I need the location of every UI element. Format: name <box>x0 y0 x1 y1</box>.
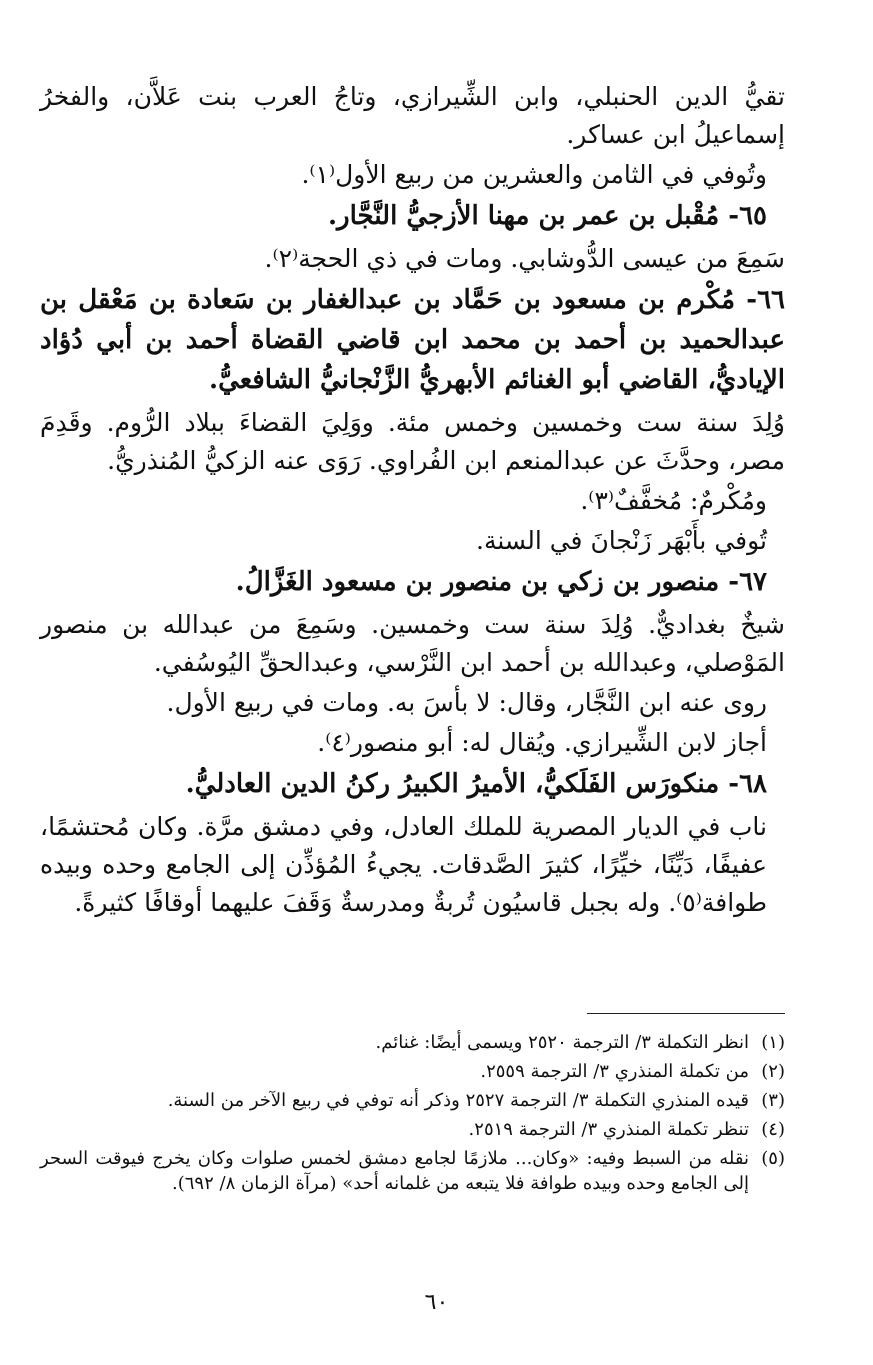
paragraph: تقيُّ الدين الحنبلي، وابن الشِّيرازي، وتاجُ العرب بنت عَلاَّن، والفخرُ إسماعيلُ ابن عساكر. <box>40 82 785 149</box>
footnote-text: تنظر تكملة المنذري ٣/ الترجمة ٢٥١٩. <box>468 1119 749 1140</box>
footnote <box>40 1030 785 1055</box>
paragraph: شيخٌ بغداديٌّ. وُلِدَ سنة ست وخمسين. وسَمِعَ من عبدالله بن منصور المَوْصلي، وعبدالله بن أحمد ابن النَّرْسي، وعبدالحقِّ اليُوسُفي. <box>40 610 785 677</box>
footnote <box>40 1088 785 1113</box>
footnote-number: (٢) <box>761 1061 785 1082</box>
page-number: ٦٠ <box>424 1290 449 1315</box>
paragraph: تُوفي بأَبْهَر زَنْجانَ في السنة. <box>476 526 767 555</box>
paragraph: سَمِعَ من عيسى الدُّوشابي. ومات في ذي الحجة⁽٢⁾. <box>264 244 785 273</box>
footnote <box>40 1146 785 1196</box>
entry-heading-66: ٦٦- مُكْرم بن مسعود بن حَمَّاد بن عبدالغفار بن سَعادة بن مَعْقل بن عبدالحميد بن أحمد بن محمد ابن قاضي القضاة أحمد بن أبي دُؤاد الإياديُّ، القاضي أبو الغنائم الأبهريُّ الزَّنْجانيُّ الشافعيُّ. <box>40 285 785 395</box>
footnote-number: (٤) <box>761 1119 785 1140</box>
main-text <box>40 78 785 924</box>
footnote <box>40 1117 785 1142</box>
entry-heading-67: ٦٧- منصور بن زكي بن منصور بن مسعود الغَزَّالُ. <box>235 567 767 597</box>
footnote-number: (١) <box>761 1032 785 1053</box>
paragraph: أجاز لابن الشِّيرازي. ويُقال له: أبو منصور⁽٤⁾. <box>317 728 767 757</box>
paragraph: وتُوفي في الثامن والعشرين من ربيع الأول⁽١⁾. <box>301 160 767 189</box>
entry-heading-65: ٦٥- مُقْبل بن عمر بن مهنا الأزجيُّ النَّجَّار. <box>328 201 767 231</box>
paragraph: وُلِدَ سنة ست وخمسين وخمس مئة. ووَلِيَ القضاءَ ببلاد الرُّوم. وقَدِمَ مصر، وحدَّثَ عن عبدالمنعم ابن الفُراوي. رَوَى عنه الزكيُّ المُنذريُّ. <box>40 408 785 475</box>
footnote-text: قيده المنذري التكملة ٣/ الترجمة ٢٥٢٧ وذكر أنه توفي في ربيع الآخر من السنة. <box>167 1090 749 1111</box>
footnote-number: (٥) <box>761 1148 785 1169</box>
footnotes <box>40 1030 785 1200</box>
footnote-text: من تكملة المنذري ٣/ الترجمة ٢٥٥٩. <box>480 1061 749 1082</box>
footnote <box>40 1059 785 1084</box>
paragraph: روى عنه ابن النَّجَّار، وقال: لا بأسَ به. ومات في ربيع الأول. <box>166 688 767 717</box>
entry-heading-68: ٦٨- منكورَس الفَلَكيُّ، الأميرُ الكبيرُ ركنُ الدين العادليُّ. <box>185 769 767 799</box>
footnote-text: انظر التكملة ٣/ الترجمة ٢٥٢٠ ويسمى أيضًا: غنائم. <box>375 1032 749 1053</box>
footnote-number: (٣) <box>761 1090 785 1111</box>
footnote-separator <box>587 1013 785 1014</box>
footnote-text: نقله من السبط وفيه: «وكان... ملازمًا لجامع دمشق لخمس صلوات وكان يخرج فيوقت السحر إلى الجامع وحده وبيده طوافة فلا يتبعه من غلمانه أحد» (مرآة الزمان ٨/ ٦٩٢). <box>40 1148 749 1194</box>
paragraph: ومُكْرمٌ: مُخفَّفٌ⁽٣⁾. <box>580 486 767 515</box>
paragraph: ناب في الديار المصرية للملك العادل، وفي دمشق مرَّة. وكان مُحتشمًا، عفيفًا، دَيِّنًا، خيِّرًا، كثيرَ الصَّدقات. يجيءُ المُؤذِّن إلى الجامع وحده وبيده طوافة⁽٥⁾. وله بجبل قاسيُون تُربةٌ ومدرسةٌ وَقَفَ عليهما أوقافًا كثيرةً. <box>40 812 767 917</box>
